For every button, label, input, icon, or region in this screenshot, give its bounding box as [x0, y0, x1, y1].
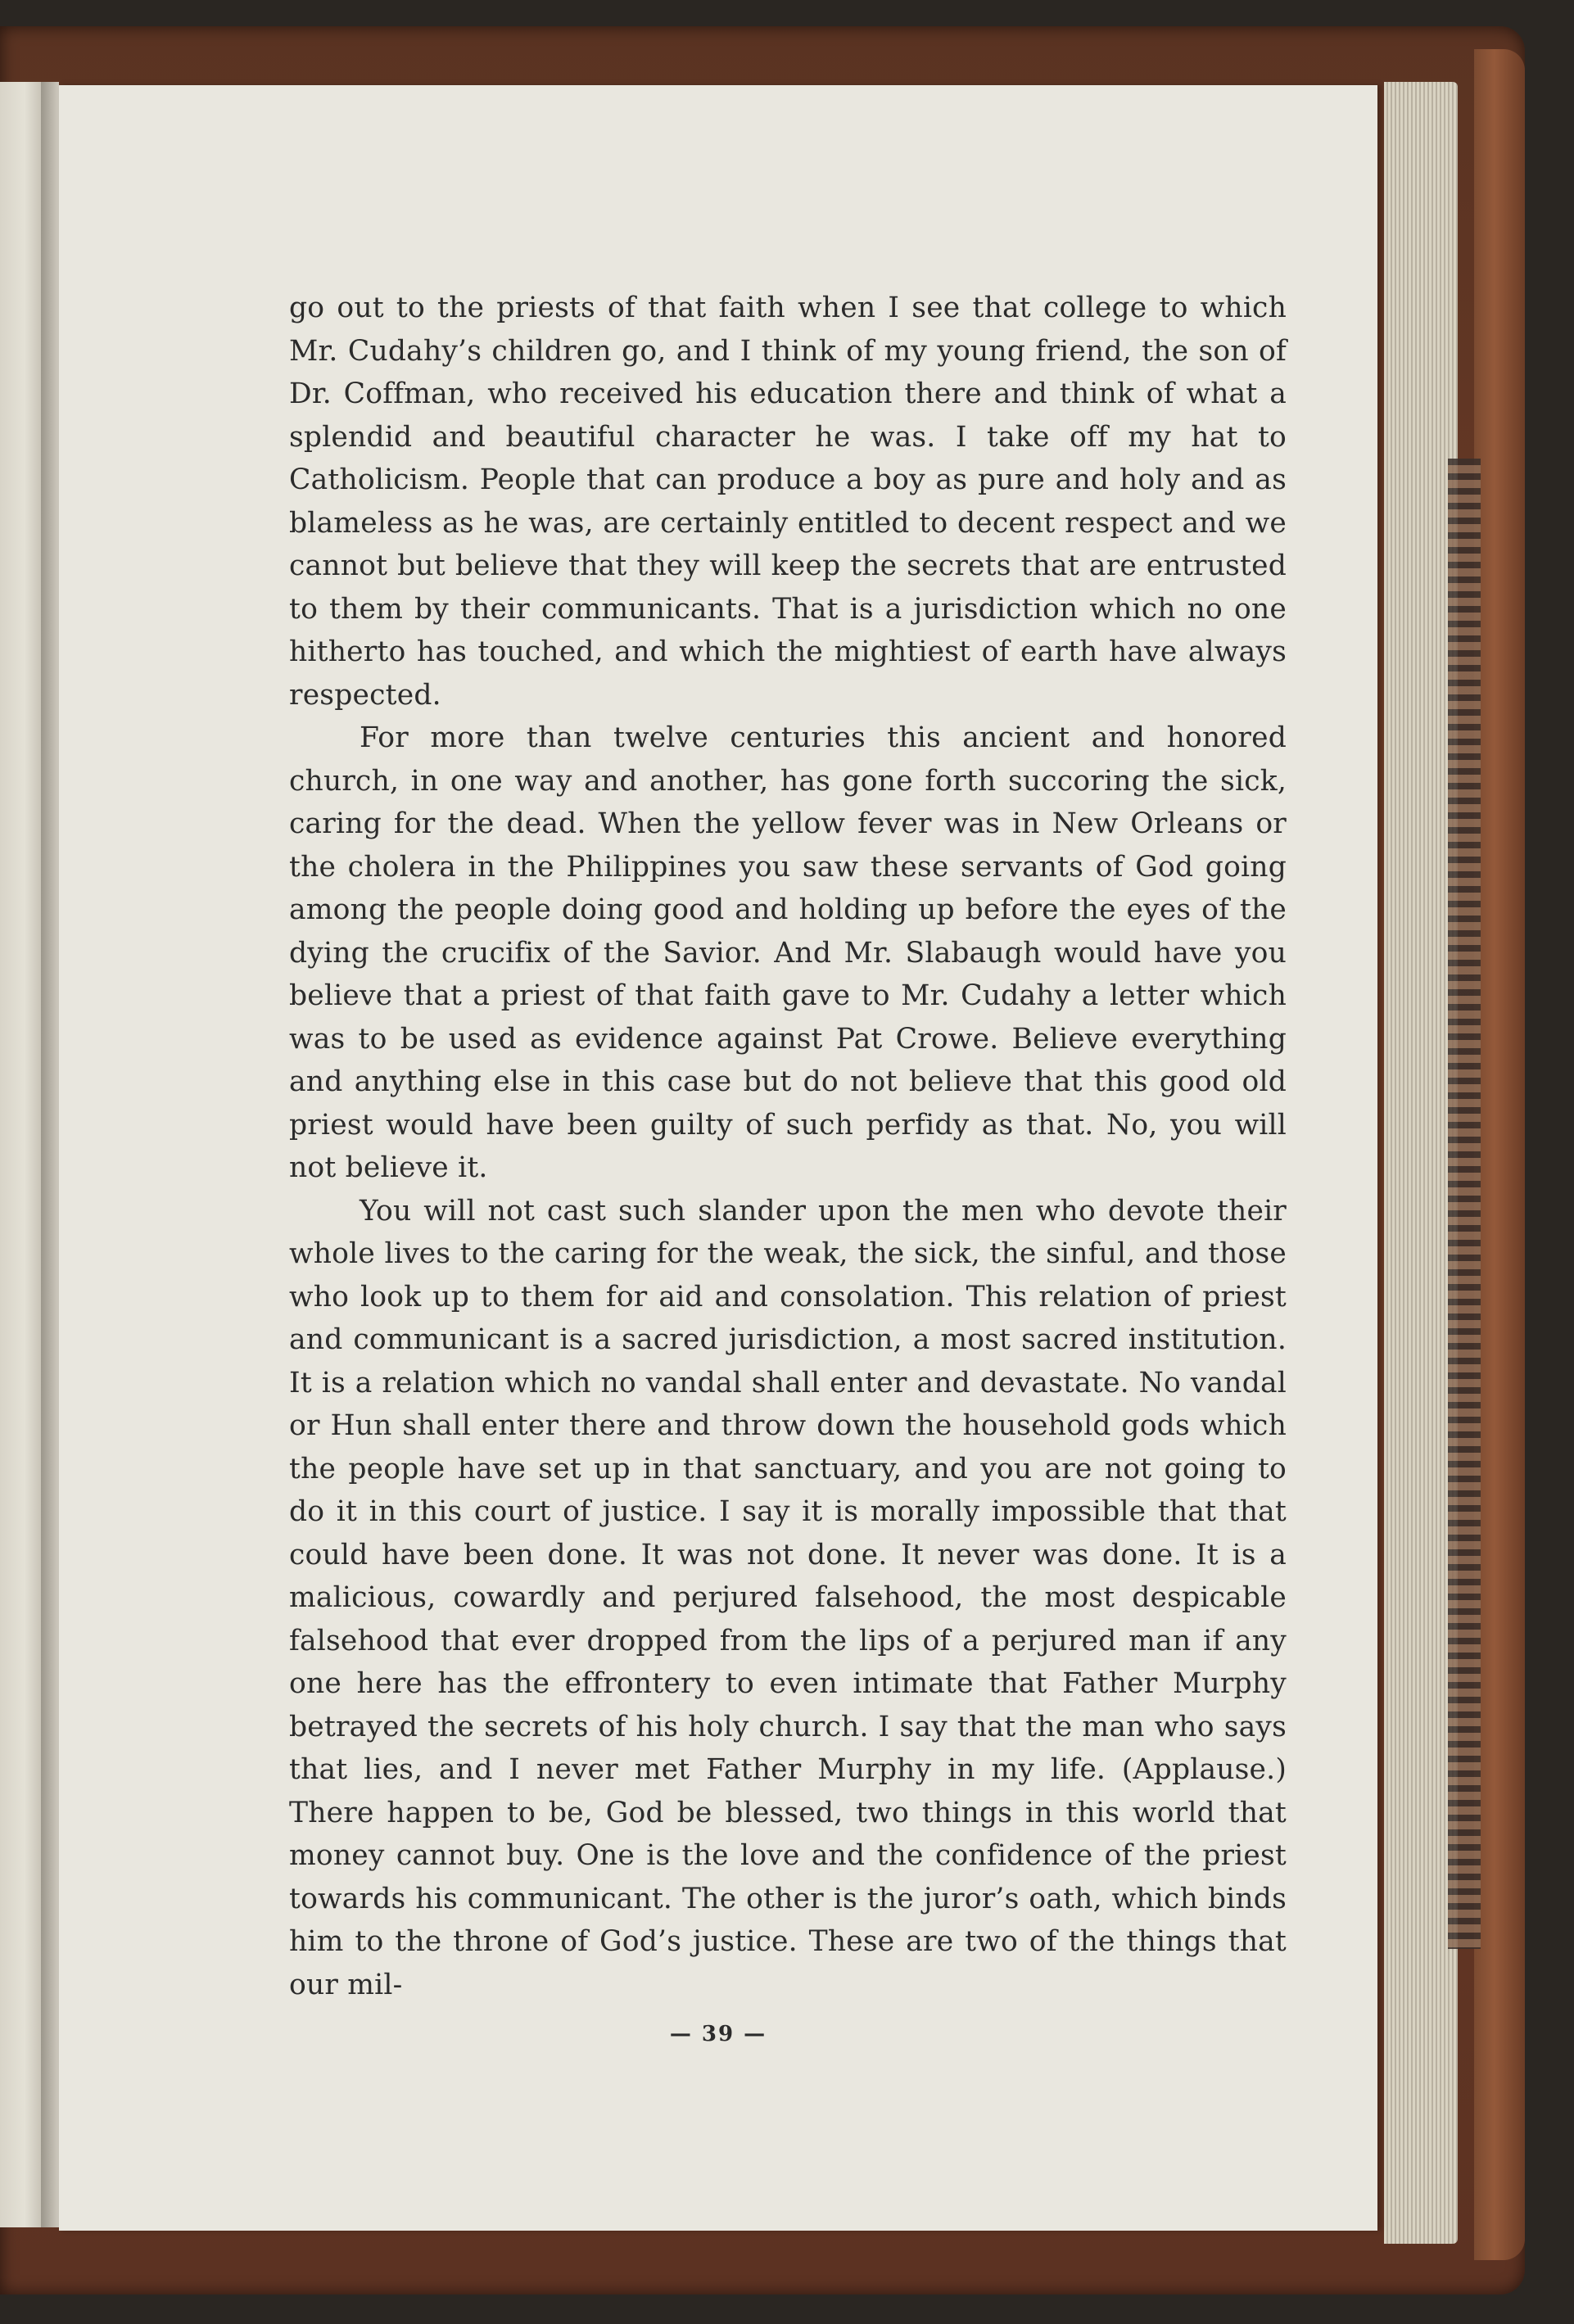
book-cover-edge	[1474, 49, 1525, 2260]
page-number: — 39 —	[669, 2022, 767, 2046]
book-gutter	[41, 82, 59, 2227]
paragraph-1: go out to the priests of that faith when I see that college to which Mr. Cudahy’s children go, and I think of my young friend, the son of Dr. Coffman, who received his education there and think of what a splendid and beautiful character he was. I take off my hat to Catholicism. People that can produce a boy as pure and holy and as blameless as he was, are certainly entitled to decent respect and we cannot but believe that they will keep the secrets that are entrusted to them by their communicants. That is a jurisdiction which no one hitherto has touched, and which the mightiest of earth have always respected.	[289, 292, 1287, 712]
page-edge-stripes	[1448, 459, 1481, 1949]
book-page	[59, 85, 1377, 2231]
paragraph-3: You will not cast such slander upon the men who devote their whole lives to the caring for the weak, the sick, the sinful, and those who look up to them for aid and consolation. This relation of priest and communicant is a sacred jurisdiction, a most sacred institution. It is a relation which no vandal shall enter and devastate. No vandal or Hun shall enter there and throw down the household gods which the people have set up in that sanctuary, and you are not going to do it in this court of justice. I say it is morally impossible that that could have been done. It was not done. It never was done. It is a malicious, cowardly and perjured falsehood, the most despicable falsehood that ever dropped from the lips of a perjured man if any one here has the effrontery to even intimate that Father Murphy betrayed the secrets of his holy church. I say that the man who says that lies, and I never met Father Murphy in my life. (Applause.) There happen to be, God be blessed, two things in this world that money cannot buy. One is the love and the confidence of the priest towards his communicant. The other is the juror’s oath, which binds him to the throne of God’s justice. These are two of the things that our mil-	[289, 1194, 1287, 2001]
page-block-edge	[1384, 82, 1458, 2244]
left-facing-page	[0, 82, 41, 2227]
page-text	[289, 287, 1287, 2006]
paragraph-2: For more than twelve centuries this ancient and honored church, in one way and another, has gone forth succoring the sick, caring for the dead. When the yellow fever was in New Orleans or the cholera in the Philippines you saw these servants of God going among the people doing good and holding up before the eyes of the dying the crucifix of the Savior. And Mr. Slabaugh would have you believe that a priest of that faith gave to Mr. Cudahy a letter which was to be used as evidence against Pat Crowe. Believe everything and anything else in this case but do not believe that this good old priest would have been guilty of such perfidy as that. No, you will not believe it.	[289, 721, 1287, 1184]
